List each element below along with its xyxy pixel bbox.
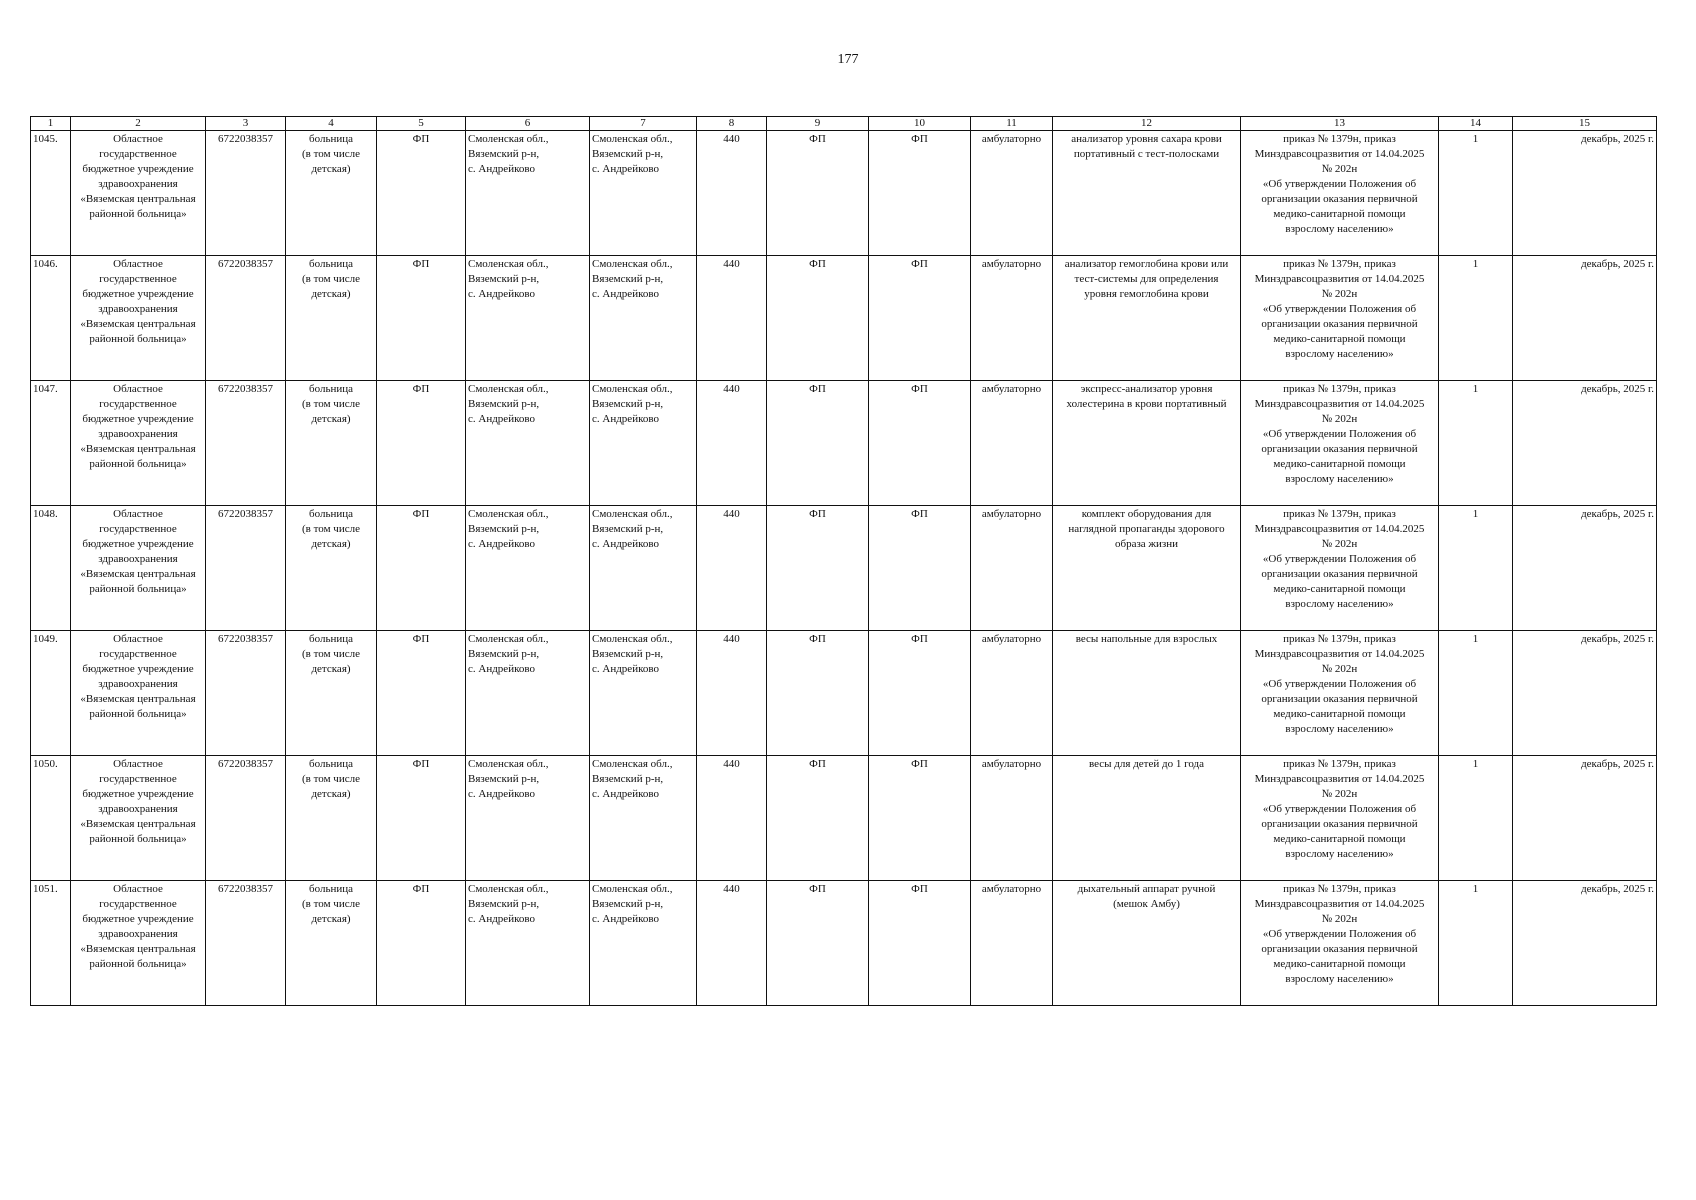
column-header: 7 (590, 117, 697, 131)
table-row (31, 131, 1657, 256)
organization-cell (71, 381, 206, 506)
organization-cell (71, 631, 206, 756)
organization-line: Областное (113, 758, 163, 770)
address-line: Смоленская обл., (592, 758, 673, 770)
address-line: Вяземский р-н, (468, 523, 540, 535)
facility-type-line: (в том числе (302, 648, 360, 660)
order-line: приказ № 1379н, приказ (1283, 508, 1396, 520)
inn-cell: 6722038357 (206, 756, 286, 881)
organization-cell (71, 881, 206, 1006)
unit-cell: ФП (869, 131, 971, 256)
table-row (31, 631, 1657, 756)
column-header: 10 (869, 117, 971, 131)
address-line: с. Андрейково (592, 163, 659, 175)
order-line: «Об утверждении Положения об (1262, 928, 1417, 940)
order-line: Минздравсоцразвития от 14.04.2025 (1254, 148, 1425, 160)
organization-line: бюджетное учреждение (82, 413, 194, 425)
equipment-line: уровня гемоглобина крови (1084, 288, 1209, 300)
address-cell (466, 506, 590, 631)
order-line: организации оказания первичной (1261, 443, 1418, 455)
date-cell: декабрь, 2025 г. (1513, 631, 1657, 756)
unit-cell: ФП (869, 381, 971, 506)
organization-line: здравоохранения (98, 178, 178, 190)
order-line: медико-санитарной помощи (1273, 708, 1406, 720)
unit-cell: ФП (767, 506, 869, 631)
equipment-cell (1053, 506, 1241, 631)
address-cell (466, 131, 590, 256)
row-number-cell: 1045. (31, 131, 71, 256)
facility-type-line: (в том числе (302, 898, 360, 910)
organization-line: здравоохранения (98, 303, 178, 315)
address-line: Смоленская обл., (592, 383, 673, 395)
order-line: № 202н (1321, 788, 1358, 800)
unit-cell: ФП (377, 256, 466, 381)
address-line: с. Андрейково (468, 538, 535, 550)
organization-line: районной больница» (89, 708, 187, 720)
quantity-cell: 1 (1439, 131, 1513, 256)
equipment-line: образа жизни (1114, 538, 1179, 550)
order-line: взрослому населению» (1285, 598, 1394, 610)
facility-type-cell (286, 631, 377, 756)
address-line: Вяземский р-н, (592, 898, 664, 910)
organization-line: здравоохранения (98, 678, 178, 690)
order-line: организации оказания первичной (1261, 818, 1418, 830)
equipment-cell (1053, 881, 1241, 1006)
organization-line: государственное (99, 398, 177, 410)
equipment-cell (1053, 256, 1241, 381)
equipment-table (30, 116, 1657, 1006)
facility-type-line: больница (309, 758, 353, 770)
address-line: Вяземский р-н, (592, 523, 664, 535)
organization-line: здравоохранения (98, 928, 178, 940)
order-line: № 202н (1321, 913, 1358, 925)
facility-type-cell (286, 506, 377, 631)
unit-cell: ФП (377, 381, 466, 506)
equipment-line: весы напольные для взрослых (1075, 633, 1218, 645)
facility-type-cell (286, 131, 377, 256)
order-cell (1241, 256, 1439, 381)
facility-type-line: детская) (311, 163, 351, 175)
organization-line: здравоохранения (98, 803, 178, 815)
address-line: Вяземский р-н, (468, 898, 540, 910)
quantity-cell: 1 (1439, 381, 1513, 506)
date-cell: декабрь, 2025 г. (1513, 881, 1657, 1006)
column-header: 8 (697, 117, 767, 131)
care-form-cell: амбулаторно (971, 131, 1053, 256)
row-number-cell: 1046. (31, 256, 71, 381)
row-number-cell: 1049. (31, 631, 71, 756)
order-line: взрослому населению» (1285, 223, 1394, 235)
unit-cell: ФП (377, 756, 466, 881)
address-cell (466, 256, 590, 381)
organization-cell (71, 756, 206, 881)
code-cell: 440 (697, 381, 767, 506)
column-header: 1 (31, 117, 71, 131)
address-line: Смоленская обл., (592, 133, 673, 145)
order-line: организации оказания первичной (1261, 693, 1418, 705)
organization-line: «Вяземская центральная (80, 693, 196, 705)
order-line: приказ № 1379н, приказ (1283, 133, 1396, 145)
order-cell (1241, 506, 1439, 631)
address-line: Смоленская обл., (468, 133, 549, 145)
organization-line: районной больница» (89, 833, 187, 845)
address-cell (466, 631, 590, 756)
order-line: взрослому населению» (1285, 973, 1394, 985)
column-header: 6 (466, 117, 590, 131)
unit-cell: ФП (767, 756, 869, 881)
order-line: медико-санитарной помощи (1273, 583, 1406, 595)
order-cell (1241, 756, 1439, 881)
care-form-cell: амбулаторно (971, 256, 1053, 381)
address-line: Смоленская обл., (592, 883, 673, 895)
order-line: Минздравсоцразвития от 14.04.2025 (1254, 523, 1425, 535)
unit-cell: ФП (869, 256, 971, 381)
facility-type-cell (286, 756, 377, 881)
address-line: с. Андрейково (468, 663, 535, 675)
quantity-cell: 1 (1439, 881, 1513, 1006)
organization-line: Областное (113, 133, 163, 145)
order-line: № 202н (1321, 413, 1358, 425)
organization-line: районной больница» (89, 208, 187, 220)
address-cell (466, 881, 590, 1006)
organization-line: районной больница» (89, 333, 187, 345)
address-line: с. Андрейково (468, 788, 535, 800)
address-line: Вяземский р-н, (592, 398, 664, 410)
address-cell (590, 756, 697, 881)
organization-cell (71, 131, 206, 256)
column-header: 9 (767, 117, 869, 131)
order-line: «Об утверждении Положения об (1262, 178, 1417, 190)
address-line: с. Андрейково (468, 288, 535, 300)
order-line: взрослому населению» (1285, 473, 1394, 485)
unit-cell: ФП (377, 131, 466, 256)
code-cell: 440 (697, 131, 767, 256)
address-cell (590, 506, 697, 631)
address-line: Смоленская обл., (468, 508, 549, 520)
facility-type-line: детская) (311, 538, 351, 550)
facility-type-line: больница (309, 258, 353, 270)
organization-line: бюджетное учреждение (82, 163, 194, 175)
order-line: Минздравсоцразвития от 14.04.2025 (1254, 898, 1425, 910)
address-cell (590, 881, 697, 1006)
facility-type-line: (в том числе (302, 148, 360, 160)
address-line: с. Андрейково (592, 538, 659, 550)
date-cell: декабрь, 2025 г. (1513, 381, 1657, 506)
organization-cell (71, 506, 206, 631)
equipment-cell (1053, 756, 1241, 881)
order-line: «Об утверждении Положения об (1262, 553, 1417, 565)
facility-type-line: детская) (311, 788, 351, 800)
order-line: Минздравсоцразвития от 14.04.2025 (1254, 648, 1425, 660)
column-header: 14 (1439, 117, 1513, 131)
address-line: с. Андрейково (592, 913, 659, 925)
equipment-line: весы для детей до 1 года (1088, 758, 1204, 770)
date-cell: декабрь, 2025 г. (1513, 256, 1657, 381)
equipment-line: дыхательный аппарат ручной (1077, 883, 1216, 895)
address-cell (590, 381, 697, 506)
column-header: 4 (286, 117, 377, 131)
care-form-cell: амбулаторно (971, 881, 1053, 1006)
order-line: «Об утверждении Положения об (1262, 803, 1417, 815)
date-cell: декабрь, 2025 г. (1513, 756, 1657, 881)
address-line: Вяземский р-н, (592, 773, 664, 785)
facility-type-line: больница (309, 383, 353, 395)
unit-cell: ФП (869, 631, 971, 756)
address-line: Смоленская обл., (468, 633, 549, 645)
facility-type-line: детская) (311, 663, 351, 675)
organization-line: «Вяземская центральная (80, 318, 196, 330)
inn-cell: 6722038357 (206, 506, 286, 631)
organization-line: «Вяземская центральная (80, 568, 196, 580)
facility-type-line: (в том числе (302, 398, 360, 410)
order-line: организации оказания первичной (1261, 568, 1418, 580)
address-line: Вяземский р-н, (592, 648, 664, 660)
row-number-cell: 1047. (31, 381, 71, 506)
address-line: с. Андрейково (468, 413, 535, 425)
facility-type-line: больница (309, 508, 353, 520)
inn-cell: 6722038357 (206, 881, 286, 1006)
organization-line: бюджетное учреждение (82, 663, 194, 675)
unit-cell: ФП (377, 631, 466, 756)
address-line: Смоленская обл., (468, 258, 549, 270)
order-cell (1241, 631, 1439, 756)
equipment-cell (1053, 131, 1241, 256)
facility-type-line: (в том числе (302, 273, 360, 285)
equipment-line: (мешок Амбу) (1113, 898, 1180, 910)
facility-type-line: детская) (311, 288, 351, 300)
table-row (31, 381, 1657, 506)
unit-cell: ФП (767, 381, 869, 506)
address-line: Смоленская обл., (592, 633, 673, 645)
unit-cell: ФП (869, 506, 971, 631)
order-line: № 202н (1321, 538, 1358, 550)
date-cell: декабрь, 2025 г. (1513, 506, 1657, 631)
organization-line: государственное (99, 648, 177, 660)
table-row (31, 256, 1657, 381)
page-number: 177 (837, 52, 859, 67)
address-line: Смоленская обл., (468, 883, 549, 895)
unit-cell: ФП (767, 131, 869, 256)
order-line: медико-санитарной помощи (1273, 333, 1406, 345)
column-header: 3 (206, 117, 286, 131)
row-number-cell: 1051. (31, 881, 71, 1006)
facility-type-cell (286, 256, 377, 381)
address-line: с. Андрейково (592, 288, 659, 300)
organization-line: Областное (113, 883, 163, 895)
organization-line: Областное (113, 258, 163, 270)
quantity-cell: 1 (1439, 506, 1513, 631)
unit-cell: ФП (767, 256, 869, 381)
order-line: № 202н (1321, 288, 1358, 300)
organization-line: районной больница» (89, 458, 187, 470)
unit-cell: ФП (377, 506, 466, 631)
care-form-cell: амбулаторно (971, 506, 1053, 631)
organization-cell (71, 256, 206, 381)
code-cell: 440 (697, 506, 767, 631)
row-number-cell: 1048. (31, 506, 71, 631)
code-cell: 440 (697, 756, 767, 881)
order-line: организации оказания первичной (1261, 943, 1418, 955)
address-line: Смоленская обл., (468, 383, 549, 395)
column-header: 15 (1513, 117, 1657, 131)
address-line: Смоленская обл., (592, 258, 673, 270)
organization-line: бюджетное учреждение (82, 913, 194, 925)
address-line: с. Андрейково (592, 788, 659, 800)
order-line: медико-санитарной помощи (1273, 458, 1406, 470)
equipment-cell (1053, 631, 1241, 756)
code-cell: 440 (697, 631, 767, 756)
address-line: Вяземский р-н, (468, 648, 540, 660)
equipment-line: анализатор уровня сахара крови (1071, 133, 1222, 145)
order-cell (1241, 381, 1439, 506)
equipment-line: портативный с тест-полосками (1073, 148, 1220, 160)
organization-line: здравоохранения (98, 553, 178, 565)
order-line: приказ № 1379н, приказ (1283, 383, 1396, 395)
equipment-cell (1053, 381, 1241, 506)
facility-type-cell (286, 381, 377, 506)
equipment-line: экспресс-анализатор уровня (1080, 383, 1213, 395)
order-line: Минздравсоцразвития от 14.04.2025 (1254, 273, 1425, 285)
order-line: «Об утверждении Положения об (1262, 678, 1417, 690)
column-header: 11 (971, 117, 1053, 131)
facility-type-line: детская) (311, 413, 351, 425)
address-line: Вяземский р-н, (468, 273, 540, 285)
address-line: с. Андрейково (592, 663, 659, 675)
order-line: «Об утверждении Положения об (1262, 428, 1417, 440)
inn-cell: 6722038357 (206, 631, 286, 756)
facility-type-line: детская) (311, 913, 351, 925)
column-number-row (31, 117, 1657, 131)
order-line: медико-санитарной помощи (1273, 208, 1406, 220)
order-line: Минздравсоцразвития от 14.04.2025 (1254, 398, 1425, 410)
column-header: 2 (71, 117, 206, 131)
address-cell (466, 381, 590, 506)
order-cell (1241, 131, 1439, 256)
equipment-line: комплект оборудования для (1081, 508, 1212, 520)
organization-line: районной больница» (89, 583, 187, 595)
facility-type-line: (в том числе (302, 523, 360, 535)
facility-type-line: больница (309, 133, 353, 145)
address-line: с. Андрейково (592, 413, 659, 425)
care-form-cell: амбулаторно (971, 631, 1053, 756)
table-body (31, 131, 1657, 1006)
code-cell: 440 (697, 256, 767, 381)
address-line: с. Андрейково (468, 163, 535, 175)
organization-line: государственное (99, 273, 177, 285)
care-form-cell: амбулаторно (971, 381, 1053, 506)
facility-type-line: больница (309, 633, 353, 645)
order-line: приказ № 1379н, приказ (1283, 633, 1396, 645)
organization-line: «Вяземская центральная (80, 943, 196, 955)
address-line: Смоленская обл., (468, 758, 549, 770)
address-cell (466, 756, 590, 881)
order-line: организации оказания первичной (1261, 193, 1418, 205)
organization-line: «Вяземская центральная (80, 193, 196, 205)
table-row (31, 756, 1657, 881)
order-line: медико-санитарной помощи (1273, 958, 1406, 970)
code-cell: 440 (697, 881, 767, 1006)
equipment-line: холестерина в крови портативный (1066, 398, 1227, 410)
organization-line: Областное (113, 383, 163, 395)
column-header: 12 (1053, 117, 1241, 131)
column-header: 13 (1241, 117, 1439, 131)
address-line: Смоленская обл., (592, 508, 673, 520)
order-cell (1241, 881, 1439, 1006)
address-line: Вяземский р-н, (592, 148, 664, 160)
facility-type-cell (286, 881, 377, 1006)
order-line: взрослому населению» (1285, 848, 1394, 860)
unit-cell: ФП (767, 631, 869, 756)
organization-line: «Вяземская центральная (80, 443, 196, 455)
address-line: Вяземский р-н, (592, 273, 664, 285)
organization-line: бюджетное учреждение (82, 788, 194, 800)
organization-line: бюджетное учреждение (82, 288, 194, 300)
facility-type-line: больница (309, 883, 353, 895)
equipment-line: тест-системы для определения (1074, 273, 1219, 285)
unit-cell: ФП (869, 756, 971, 881)
organization-line: Областное (113, 508, 163, 520)
address-line: Вяземский р-н, (468, 773, 540, 785)
order-line: приказ № 1379н, приказ (1283, 883, 1396, 895)
organization-line: Областное (113, 633, 163, 645)
table-row (31, 506, 1657, 631)
organization-line: государственное (99, 898, 177, 910)
order-line: Минздравсоцразвития от 14.04.2025 (1254, 773, 1425, 785)
organization-line: «Вяземская центральная (80, 818, 196, 830)
date-cell: декабрь, 2025 г. (1513, 131, 1657, 256)
organization-line: районной больница» (89, 958, 187, 970)
care-form-cell: амбулаторно (971, 756, 1053, 881)
equipment-line: анализатор гемоглобина крови или (1064, 258, 1229, 270)
inn-cell: 6722038357 (206, 256, 286, 381)
order-line: организации оказания первичной (1261, 318, 1418, 330)
address-cell (590, 131, 697, 256)
address-line: Вяземский р-н, (468, 398, 540, 410)
inn-cell: 6722038357 (206, 381, 286, 506)
quantity-cell: 1 (1439, 256, 1513, 381)
organization-line: здравоохранения (98, 428, 178, 440)
organization-line: бюджетное учреждение (82, 538, 194, 550)
unit-cell: ФП (377, 881, 466, 1006)
organization-line: государственное (99, 523, 177, 535)
address-line: Вяземский р-н, (468, 148, 540, 160)
table-row (31, 881, 1657, 1006)
facility-type-line: (в том числе (302, 773, 360, 785)
order-line: медико-санитарной помощи (1273, 833, 1406, 845)
inn-cell: 6722038357 (206, 131, 286, 256)
order-line: № 202н (1321, 663, 1358, 675)
address-cell (590, 256, 697, 381)
order-line: «Об утверждении Положения об (1262, 303, 1417, 315)
order-line: взрослому населению» (1285, 348, 1394, 360)
column-header: 5 (377, 117, 466, 131)
quantity-cell: 1 (1439, 756, 1513, 881)
equipment-line: наглядной пропаганды здорового (1068, 523, 1225, 535)
organization-line: государственное (99, 773, 177, 785)
row-number-cell: 1050. (31, 756, 71, 881)
unit-cell: ФП (767, 881, 869, 1006)
order-line: № 202н (1321, 163, 1358, 175)
organization-line: государственное (99, 148, 177, 160)
order-line: приказ № 1379н, приказ (1283, 258, 1396, 270)
order-line: приказ № 1379н, приказ (1283, 758, 1396, 770)
address-line: с. Андрейково (468, 913, 535, 925)
address-cell (590, 631, 697, 756)
unit-cell: ФП (869, 881, 971, 1006)
quantity-cell: 1 (1439, 631, 1513, 756)
order-line: взрослому населению» (1285, 723, 1394, 735)
